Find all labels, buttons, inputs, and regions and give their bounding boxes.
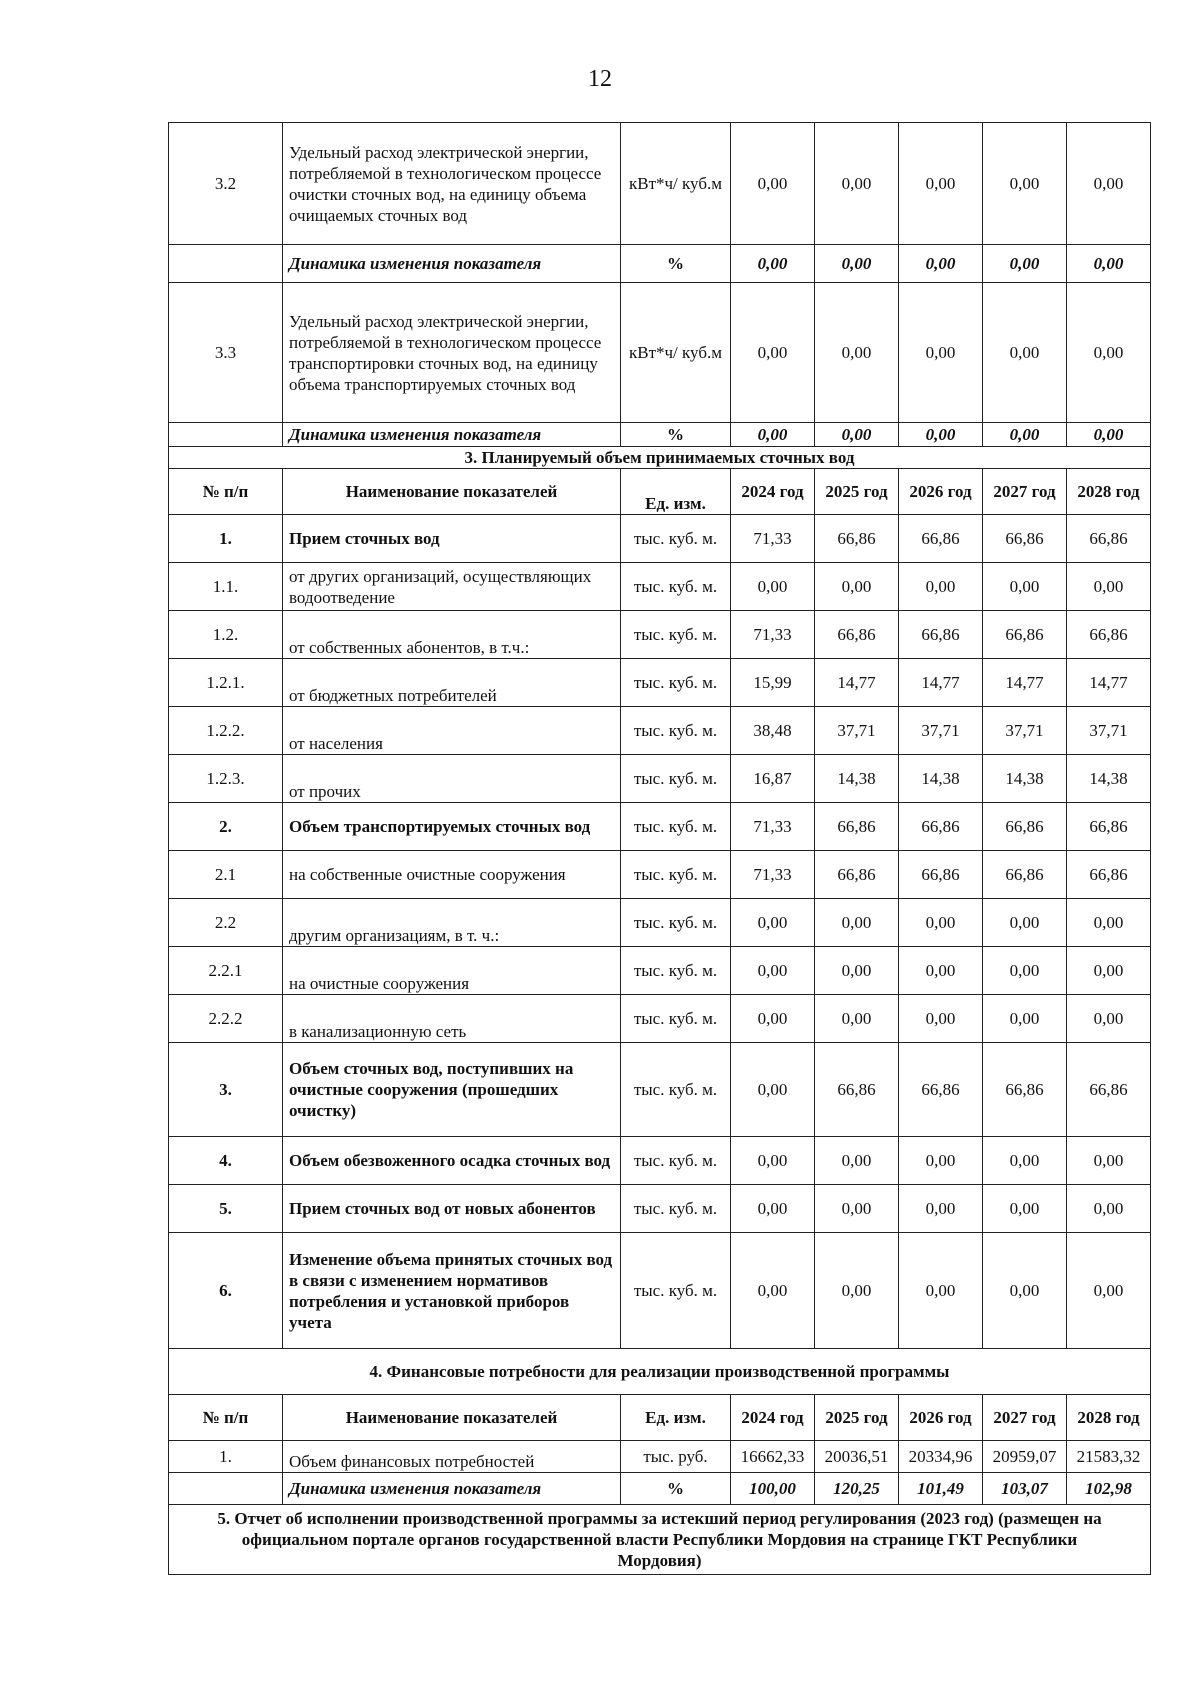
value-2024: 0,00 bbox=[731, 947, 815, 995]
value-2025: 14,38 bbox=[815, 755, 899, 803]
value-2028: 14,38 bbox=[1067, 755, 1151, 803]
value-2025: 66,86 bbox=[815, 515, 899, 563]
header-name: Наименование показателей bbox=[283, 1395, 621, 1441]
value-2028: 66,86 bbox=[1067, 1043, 1151, 1137]
value-2027: 0,00 bbox=[983, 899, 1067, 947]
value-2027: 0,00 bbox=[983, 563, 1067, 611]
value-2025: 0,00 bbox=[815, 563, 899, 611]
indicator-name: Динамика изменения показателя bbox=[283, 245, 621, 283]
row-number: 1.1. bbox=[169, 563, 283, 611]
indicator-name: Объем транспортируемых сточных вод bbox=[283, 803, 621, 851]
value-2027: 103,07 bbox=[983, 1473, 1067, 1505]
unit: тыс. куб. м. bbox=[621, 1043, 731, 1137]
value-2024: 0,00 bbox=[731, 995, 815, 1043]
indicator-name: Удельный расход электрической энергии, потребляемой в технологическом процессе очистки сточных вод, на единицу объема очищаемых сточных вод bbox=[283, 123, 621, 245]
header-year-2027: 2027 год bbox=[983, 469, 1067, 515]
value-2027: 0,00 bbox=[983, 1233, 1067, 1349]
row-number: 1.2.3. bbox=[169, 755, 283, 803]
indicator-name: от других организаций, осуществляющих водоотведение bbox=[283, 563, 621, 611]
value-2026: 66,86 bbox=[899, 851, 983, 899]
row-number: 1.2.1. bbox=[169, 659, 283, 707]
indicator-name: Объем финансовых потребностей bbox=[283, 1441, 621, 1473]
unit: тыс. куб. м. bbox=[621, 803, 731, 851]
table-row bbox=[169, 1441, 1151, 1473]
value-2024: 0,00 bbox=[731, 1043, 815, 1137]
value-2024: 0,00 bbox=[731, 1233, 815, 1349]
section-4-title: 4. Финансовые потребности для реализации производственной программы bbox=[169, 1349, 1151, 1395]
section-3-title: 3. Планируемый объем принимаемых сточных вод bbox=[169, 447, 1151, 469]
section-title-row bbox=[169, 447, 1151, 469]
value-2027: 37,71 bbox=[983, 707, 1067, 755]
unit: % bbox=[621, 245, 731, 283]
indicator-name: Удельный расход электрической энергии, потребляемой в технологическом процессе транспортировки сточных вод, на единицу объема транспортируемых сточных вод bbox=[283, 283, 621, 423]
value-2027: 0,00 bbox=[983, 123, 1067, 245]
row-number bbox=[169, 245, 283, 283]
indicator-name: от бюджетных потребителей bbox=[283, 659, 621, 707]
table-header-row bbox=[169, 1395, 1151, 1441]
table-row bbox=[169, 899, 1151, 947]
row-number: 3.2 bbox=[169, 123, 283, 245]
table-row bbox=[169, 611, 1151, 659]
value-2026: 0,00 bbox=[899, 1185, 983, 1233]
table-row bbox=[169, 1473, 1151, 1505]
indicator-name: другим организациям, в т. ч.: bbox=[283, 899, 621, 947]
table-row bbox=[169, 123, 1151, 245]
value-2028: 37,71 bbox=[1067, 707, 1151, 755]
value-2024: 0,00 bbox=[731, 899, 815, 947]
header-year-2026: 2026 год bbox=[899, 469, 983, 515]
indicator-name: Объем обезвоженного осадка сточных вод bbox=[283, 1137, 621, 1185]
unit: кВт*ч/ куб.м bbox=[621, 283, 731, 423]
section-5-title: 5. Отчет об исполнении производственной программы за истекший период регулирования (2023 год) (размещен на официальном портале органов государственной власти Республики Мордовия на странице ГКТ Республики Мордовия) bbox=[169, 1505, 1151, 1575]
header-unit: Ед. изм. bbox=[621, 469, 731, 515]
value-2024: 16,87 bbox=[731, 755, 815, 803]
row-number: 5. bbox=[169, 1185, 283, 1233]
unit: кВт*ч/ куб.м bbox=[621, 123, 731, 245]
value-2026: 66,86 bbox=[899, 611, 983, 659]
value-2026: 66,86 bbox=[899, 803, 983, 851]
indicator-name: Объем сточных вод, поступивших на очистные сооружения (прошедших очистку) bbox=[283, 1043, 621, 1137]
value-2026: 0,00 bbox=[899, 283, 983, 423]
row-number bbox=[169, 423, 283, 447]
production-program-table bbox=[168, 122, 1151, 1575]
value-2024: 0,00 bbox=[731, 563, 815, 611]
value-2025: 66,86 bbox=[815, 611, 899, 659]
value-2024: 16662,33 bbox=[731, 1441, 815, 1473]
value-2027: 66,86 bbox=[983, 803, 1067, 851]
value-2025: 66,86 bbox=[815, 803, 899, 851]
value-2028: 0,00 bbox=[1067, 283, 1151, 423]
header-number: № п/п bbox=[169, 469, 283, 515]
table-row bbox=[169, 755, 1151, 803]
table-row bbox=[169, 659, 1151, 707]
header-year-2024: 2024 год bbox=[731, 1395, 815, 1441]
value-2028: 0,00 bbox=[1067, 1185, 1151, 1233]
value-2024: 71,33 bbox=[731, 515, 815, 563]
section-title-row bbox=[169, 1505, 1151, 1575]
value-2027: 66,86 bbox=[983, 1043, 1067, 1137]
value-2027: 0,00 bbox=[983, 1137, 1067, 1185]
value-2024: 38,48 bbox=[731, 707, 815, 755]
value-2028: 66,86 bbox=[1067, 611, 1151, 659]
header-year-2024: 2024 год bbox=[731, 469, 815, 515]
value-2027: 14,38 bbox=[983, 755, 1067, 803]
unit: тыс. куб. м. bbox=[621, 611, 731, 659]
value-2024: 0,00 bbox=[731, 245, 815, 283]
table-row bbox=[169, 563, 1151, 611]
value-2028: 0,00 bbox=[1067, 995, 1151, 1043]
header-year-2025: 2025 год bbox=[815, 1395, 899, 1441]
table-row bbox=[169, 283, 1151, 423]
indicator-name: от собственных абонентов, в т.ч.: bbox=[283, 611, 621, 659]
page-number: 12 bbox=[588, 66, 612, 92]
value-2028: 66,86 bbox=[1067, 515, 1151, 563]
row-number: 1. bbox=[169, 515, 283, 563]
value-2024: 71,33 bbox=[731, 803, 815, 851]
header-number: № п/п bbox=[169, 1395, 283, 1441]
table-row bbox=[169, 1185, 1151, 1233]
unit: тыс. куб. м. bbox=[621, 1233, 731, 1349]
unit: тыс. куб. м. bbox=[621, 1137, 731, 1185]
unit: тыс. куб. м. bbox=[621, 563, 731, 611]
value-2028: 66,86 bbox=[1067, 851, 1151, 899]
value-2027: 14,77 bbox=[983, 659, 1067, 707]
indicator-name: от населения bbox=[283, 707, 621, 755]
value-2026: 37,71 bbox=[899, 707, 983, 755]
indicator-name: на очистные сооружения bbox=[283, 947, 621, 995]
value-2026: 0,00 bbox=[899, 1137, 983, 1185]
header-name: Наименование показателей bbox=[283, 469, 621, 515]
indicator-name: на собственные очистные сооружения bbox=[283, 851, 621, 899]
unit: тыс. куб. м. bbox=[621, 515, 731, 563]
value-2024: 71,33 bbox=[731, 851, 815, 899]
value-2028: 0,00 bbox=[1067, 1233, 1151, 1349]
unit: тыс. куб. м. bbox=[621, 659, 731, 707]
value-2028: 21583,32 bbox=[1067, 1441, 1151, 1473]
table-row bbox=[169, 995, 1151, 1043]
value-2026: 0,00 bbox=[899, 123, 983, 245]
unit: тыс. куб. м. bbox=[621, 1185, 731, 1233]
value-2025: 0,00 bbox=[815, 1137, 899, 1185]
value-2025: 0,00 bbox=[815, 423, 899, 447]
row-number: 1.2.2. bbox=[169, 707, 283, 755]
unit: тыс. куб. м. bbox=[621, 947, 731, 995]
indicator-name: в канализационную сеть bbox=[283, 995, 621, 1043]
value-2027: 0,00 bbox=[983, 947, 1067, 995]
value-2025: 0,00 bbox=[815, 899, 899, 947]
value-2025: 0,00 bbox=[815, 245, 899, 283]
header-year-2028: 2028 год bbox=[1067, 469, 1151, 515]
value-2024: 100,00 bbox=[731, 1473, 815, 1505]
unit: тыс. куб. м. bbox=[621, 851, 731, 899]
value-2028: 0,00 bbox=[1067, 423, 1151, 447]
unit: % bbox=[621, 423, 731, 447]
header-year-2028: 2028 год bbox=[1067, 1395, 1151, 1441]
unit: тыс. куб. м. bbox=[621, 707, 731, 755]
row-number bbox=[169, 1473, 283, 1505]
value-2026: 0,00 bbox=[899, 995, 983, 1043]
value-2024: 71,33 bbox=[731, 611, 815, 659]
value-2025: 0,00 bbox=[815, 995, 899, 1043]
value-2024: 0,00 bbox=[731, 423, 815, 447]
value-2027: 0,00 bbox=[983, 1185, 1067, 1233]
value-2025: 66,86 bbox=[815, 851, 899, 899]
value-2028: 0,00 bbox=[1067, 899, 1151, 947]
value-2028: 0,00 bbox=[1067, 1137, 1151, 1185]
table-row bbox=[169, 1233, 1151, 1349]
header-year-2026: 2026 год bbox=[899, 1395, 983, 1441]
value-2027: 0,00 bbox=[983, 245, 1067, 283]
row-number: 1. bbox=[169, 1441, 283, 1473]
indicator-name: Прием сточных вод от новых абонентов bbox=[283, 1185, 621, 1233]
table-row bbox=[169, 1043, 1151, 1137]
header-year-2027: 2027 год bbox=[983, 1395, 1067, 1441]
row-number: 3.3 bbox=[169, 283, 283, 423]
value-2026: 14,38 bbox=[899, 755, 983, 803]
indicator-name: Изменение объема принятых сточных вод в связи с изменением нормативов потребления и установкой приборов учета bbox=[283, 1233, 621, 1349]
value-2028: 0,00 bbox=[1067, 245, 1151, 283]
value-2025: 20036,51 bbox=[815, 1441, 899, 1473]
value-2026: 0,00 bbox=[899, 563, 983, 611]
unit: тыс. куб. м. bbox=[621, 995, 731, 1043]
row-number: 2.2.2 bbox=[169, 995, 283, 1043]
value-2028: 0,00 bbox=[1067, 563, 1151, 611]
value-2027: 0,00 bbox=[983, 995, 1067, 1043]
table-row bbox=[169, 803, 1151, 851]
value-2028: 0,00 bbox=[1067, 947, 1151, 995]
value-2026: 0,00 bbox=[899, 899, 983, 947]
table-row bbox=[169, 947, 1151, 995]
indicator-name: от прочих bbox=[283, 755, 621, 803]
value-2026: 14,77 bbox=[899, 659, 983, 707]
value-2024: 0,00 bbox=[731, 283, 815, 423]
value-2025: 0,00 bbox=[815, 947, 899, 995]
value-2025: 0,00 bbox=[815, 283, 899, 423]
indicator-name: Прием сточных вод bbox=[283, 515, 621, 563]
value-2024: 0,00 bbox=[731, 123, 815, 245]
value-2027: 0,00 bbox=[983, 283, 1067, 423]
unit: тыс. куб. м. bbox=[621, 899, 731, 947]
table-row bbox=[169, 707, 1151, 755]
value-2025: 14,77 bbox=[815, 659, 899, 707]
value-2027: 66,86 bbox=[983, 851, 1067, 899]
unit: % bbox=[621, 1473, 731, 1505]
value-2027: 66,86 bbox=[983, 515, 1067, 563]
value-2024: 0,00 bbox=[731, 1137, 815, 1185]
value-2025: 0,00 bbox=[815, 123, 899, 245]
table-row bbox=[169, 423, 1151, 447]
value-2026: 66,86 bbox=[899, 515, 983, 563]
value-2028: 102,98 bbox=[1067, 1473, 1151, 1505]
table-row bbox=[169, 851, 1151, 899]
value-2027: 20959,07 bbox=[983, 1441, 1067, 1473]
header-unit: Ед. изм. bbox=[621, 1395, 731, 1441]
row-number: 6. bbox=[169, 1233, 283, 1349]
row-number: 4. bbox=[169, 1137, 283, 1185]
value-2027: 66,86 bbox=[983, 611, 1067, 659]
unit: тыс. руб. bbox=[621, 1441, 731, 1473]
value-2028: 66,86 bbox=[1067, 803, 1151, 851]
table-row bbox=[169, 1137, 1151, 1185]
value-2025: 0,00 bbox=[815, 1185, 899, 1233]
value-2025: 37,71 bbox=[815, 707, 899, 755]
value-2025: 0,00 bbox=[815, 1233, 899, 1349]
value-2024: 0,00 bbox=[731, 1185, 815, 1233]
value-2028: 14,77 bbox=[1067, 659, 1151, 707]
row-number: 2.2 bbox=[169, 899, 283, 947]
value-2028: 0,00 bbox=[1067, 123, 1151, 245]
table-row bbox=[169, 245, 1151, 283]
indicator-name: Динамика изменения показателя bbox=[283, 423, 621, 447]
section-title-row bbox=[169, 1349, 1151, 1395]
indicator-name: Динамика изменения показателя bbox=[283, 1473, 621, 1505]
table-row bbox=[169, 515, 1151, 563]
value-2026: 20334,96 bbox=[899, 1441, 983, 1473]
row-number: 2.1 bbox=[169, 851, 283, 899]
value-2026: 0,00 bbox=[899, 1233, 983, 1349]
row-number: 3. bbox=[169, 1043, 283, 1137]
unit: тыс. куб. м. bbox=[621, 755, 731, 803]
value-2025: 120,25 bbox=[815, 1473, 899, 1505]
table-header-row bbox=[169, 469, 1151, 515]
row-number: 2.2.1 bbox=[169, 947, 283, 995]
header-year-2025: 2025 год bbox=[815, 469, 899, 515]
value-2026: 0,00 bbox=[899, 423, 983, 447]
value-2025: 66,86 bbox=[815, 1043, 899, 1137]
value-2027: 0,00 bbox=[983, 423, 1067, 447]
value-2026: 101,49 bbox=[899, 1473, 983, 1505]
value-2026: 0,00 bbox=[899, 245, 983, 283]
row-number: 2. bbox=[169, 803, 283, 851]
value-2024: 15,99 bbox=[731, 659, 815, 707]
row-number: 1.2. bbox=[169, 611, 283, 659]
value-2026: 66,86 bbox=[899, 1043, 983, 1137]
value-2026: 0,00 bbox=[899, 947, 983, 995]
